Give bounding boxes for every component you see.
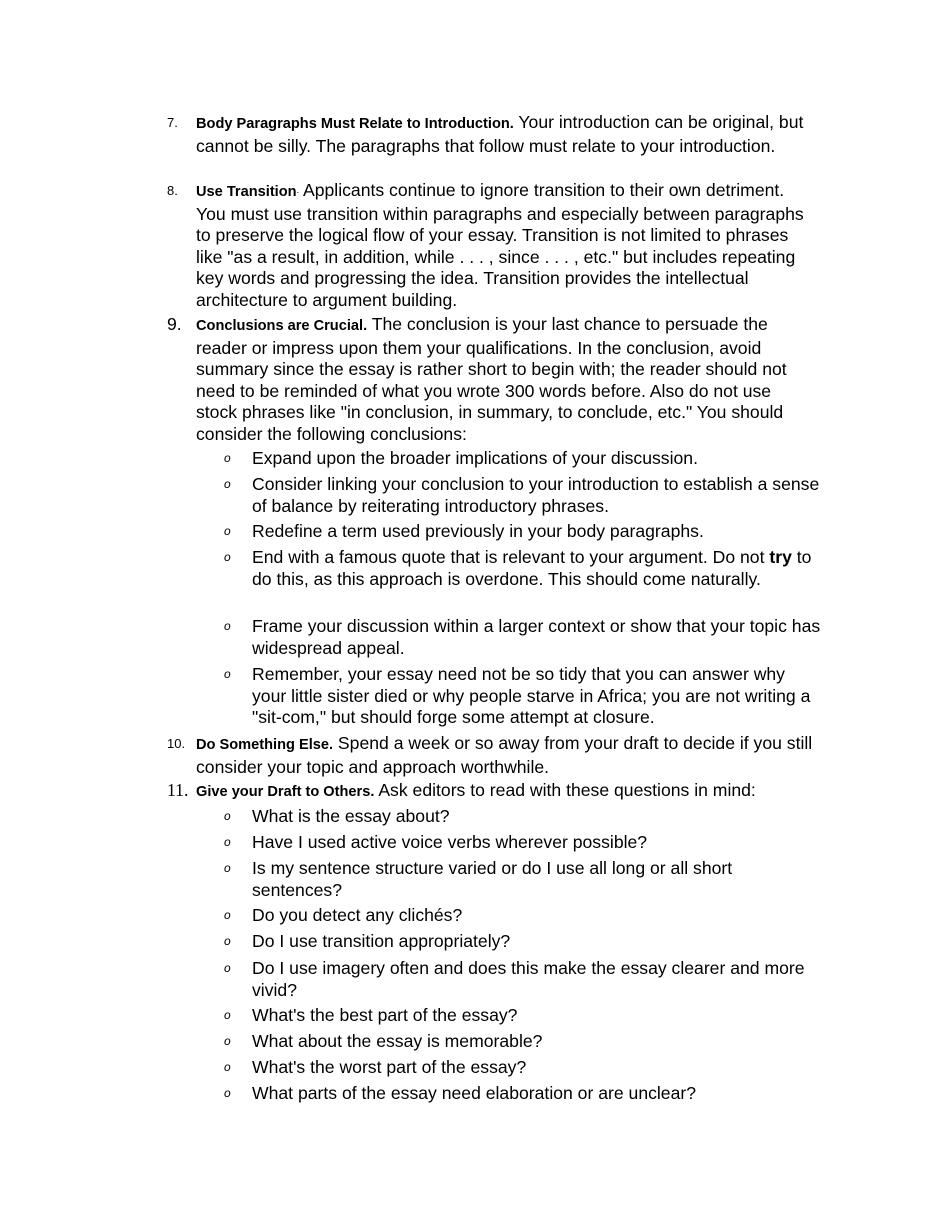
- item-heading: Conclusions are Crucial.: [196, 318, 368, 334]
- item-heading: Body Paragraphs Must Relate to Introduction.: [196, 116, 514, 132]
- list-item-8: [167, 180, 816, 311]
- bullet-marker: o: [224, 908, 231, 922]
- bullet-marker: o: [224, 961, 231, 975]
- item-number: 8.: [167, 183, 178, 198]
- bullet-marker: o: [224, 861, 231, 875]
- conclusion-bullet: [224, 448, 822, 470]
- bullet-marker: o: [224, 619, 231, 633]
- item-text: Ask editors to read with these questions in mind:: [374, 780, 756, 800]
- question-bullet: [224, 1005, 822, 1027]
- item-number: 10.: [167, 736, 186, 751]
- bullet-text: What about the essay is memorable?: [252, 1031, 543, 1051]
- bullet-text: What's the best part of the essay?: [252, 1005, 518, 1025]
- bullet-text: Expand upon the broader implications of your discussion.: [252, 448, 698, 468]
- bullet-marker: o: [224, 1034, 231, 1048]
- item-heading: Give your Draft to Others.: [196, 784, 375, 800]
- bullet-emphasis: try: [769, 547, 792, 567]
- bullet-marker: o: [224, 934, 231, 948]
- question-bullet: [224, 1057, 822, 1079]
- list-item-7: [167, 112, 816, 157]
- question-bullet: [224, 806, 822, 828]
- conclusion-bullet: [224, 664, 822, 729]
- bullet-text: Remember, your essay need not be so tidy that you can answer why your little sister died or why people starve in Africa; you are not writing a "sit-com," but should forge some attempt at closure.: [252, 664, 811, 727]
- bullet-marker: o: [224, 1086, 231, 1100]
- conclusion-bullet: [224, 616, 822, 659]
- bullet-marker: o: [224, 477, 231, 491]
- question-bullet: [224, 1031, 822, 1053]
- list-item-9: [167, 314, 816, 445]
- bullet-text: End with a famous quote that is relevant to your argument. Do not: [252, 547, 770, 567]
- bullet-text: What parts of the essay need elaboration or are unclear?: [252, 1083, 697, 1103]
- question-bullet: [224, 1083, 822, 1105]
- bullet-text: What's the worst part of the essay?: [252, 1057, 527, 1077]
- question-bullet: [224, 905, 822, 927]
- item-number: 11.: [167, 780, 189, 800]
- bullet-marker: o: [224, 524, 231, 538]
- bullet-text: Do you detect any clichés?: [252, 905, 463, 925]
- bullet-text: Have I used active voice verbs wherever possible?: [252, 832, 648, 852]
- question-bullet: [224, 931, 822, 953]
- item-number: 9.: [167, 314, 182, 334]
- item-text: Spend a week or so away from your draft to decide if you still consider your topic and approach worthwhile.: [196, 733, 813, 777]
- bullet-marker: o: [224, 550, 231, 564]
- bullet-marker: o: [224, 667, 231, 681]
- bullet-text: to do this, as this approach is overdone. This should come naturally.: [252, 547, 812, 589]
- bullet-text: Redefine a term used previously in your body paragraphs.: [252, 521, 704, 541]
- bullet-text: Do I use imagery often and does this make the essay clearer and more vivid?: [252, 958, 805, 1000]
- question-bullet: [224, 958, 822, 1001]
- list-item-10: [167, 733, 816, 778]
- list-item-11: [167, 780, 816, 804]
- question-bullet: [224, 858, 822, 901]
- question-bullet: [224, 832, 822, 854]
- conclusion-bullet: [224, 547, 822, 590]
- heading-dot: .: [296, 185, 300, 195]
- item-heading: Use Transition: [196, 184, 297, 200]
- conclusion-bullet: [224, 521, 822, 543]
- item-number: 7.: [167, 115, 178, 130]
- bullet-text: Consider linking your conclusion to your introduction to establish a sense of balance by reiterating introductory phrases.: [252, 474, 820, 516]
- bullet-marker: o: [224, 1008, 231, 1022]
- bullet-text: What is the essay about?: [252, 806, 450, 826]
- bullet-marker: o: [224, 1060, 231, 1074]
- item-text: The conclusion is your last chance to persuade the reader or impress upon them your qualifications. In the conclusion, avoid summary since the essay is rather short to begin with; the reader should not need to be reminded of what you wrote 300 words before. Also do not use stock phrases like "in conclusion, in summary, to conclude, etc." You should consider the following conclusions:: [196, 314, 787, 444]
- conclusion-bullet: [224, 474, 822, 517]
- bullet-marker: o: [224, 835, 231, 849]
- bullet-text: Do I use transition appropriately?: [252, 931, 511, 951]
- item-text: Your introduction can be original, but cannot be silly. The paragraphs that follow must relate to your introduction.: [196, 112, 804, 156]
- item-text: Applicants continue to ignore transition to their own detriment. You must use transition within paragraphs and especially between paragraphs to preserve the logical flow of your essay. Transition is not limited to phrases like "as a result, in addition, while . . . , since . . . , etc." but includes repeating key words and progressing the idea. Transition provides the intellectual architecture to argument building.: [196, 180, 804, 310]
- bullet-text: Frame your discussion within a larger context or show that your topic has widespread appeal.: [252, 616, 821, 658]
- bullet-marker: o: [224, 809, 231, 823]
- bullet-marker: o: [224, 451, 231, 465]
- bullet-text: Is my sentence structure varied or do I use all long or all short sentences?: [252, 858, 733, 900]
- item-heading: Do Something Else.: [196, 737, 334, 753]
